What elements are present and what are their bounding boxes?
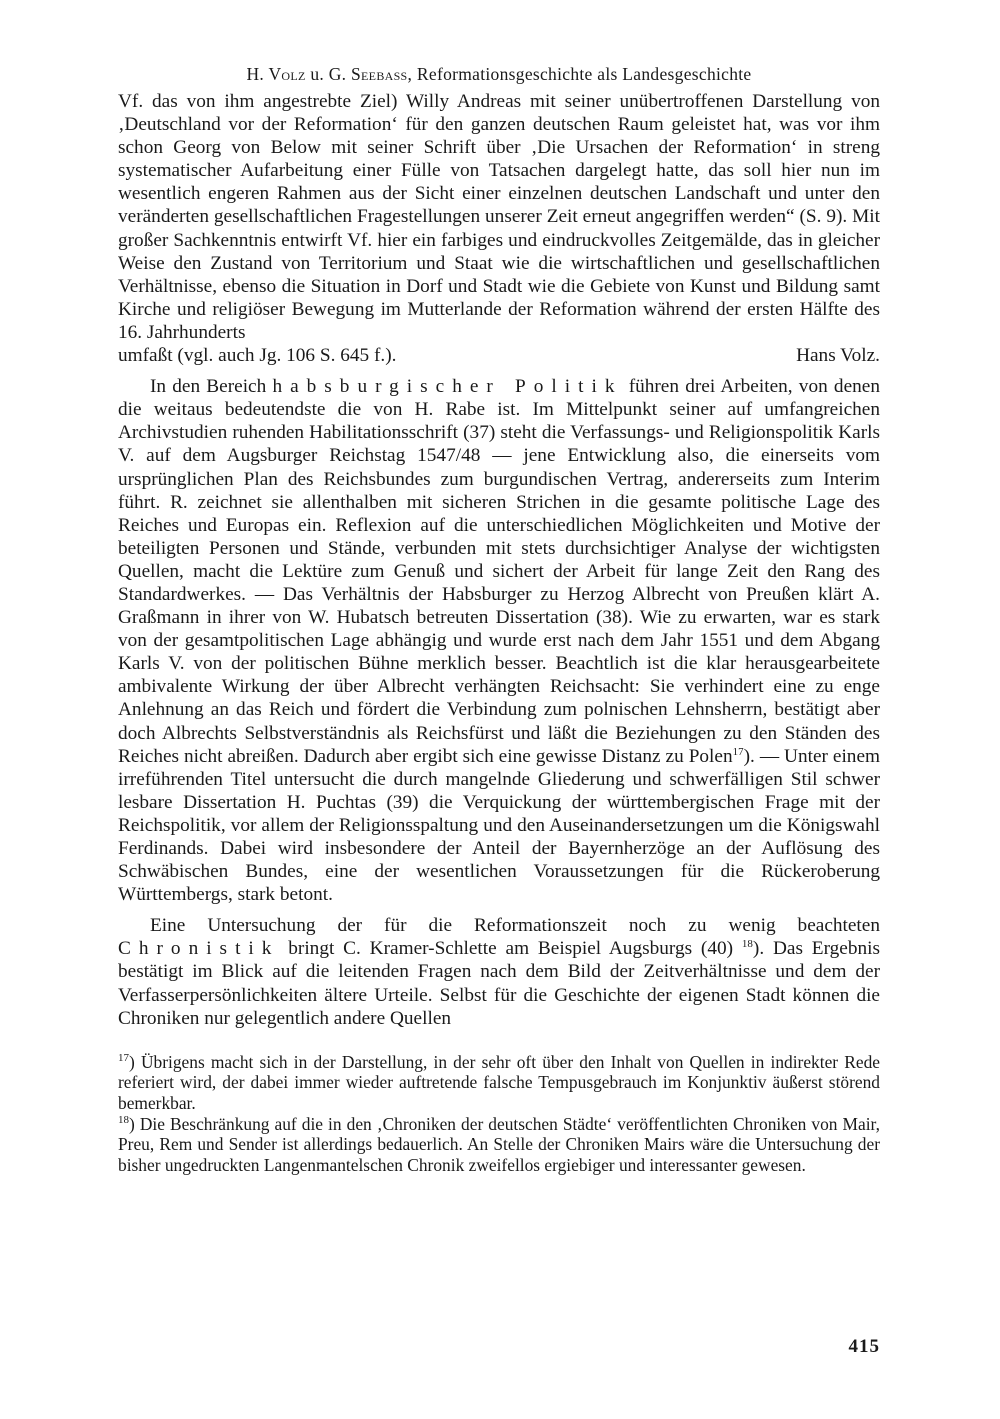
footnote-number: 18 [118, 1113, 129, 1126]
paragraph-2-text-a: führen drei Arbeiten, von denen die weitaus bedeutendste die von H. Rabe ist. Im Mittelpunkt seiner auf umfangreichen Archivstudien ruhenden Habilitationsschrift (37) steht die Verfassungs- und Religionspolitik Karls V. auf dem Augsburger Reichstag 1547/48 — jene Entwicklung also, die einerseits vom ursprünglichen Plan des Reichsbundes zum burgundischen Vertrag, andererseits zum Interim führt. R. zeichnet sie allenthalben mit sicheren Strichen in die gesamte politische Lage des Reiches und Europas ein. Reflexion auf die unterschiedlichen Möglichkeiten und Motive der beteiligten Personen und Stände, verbunden mit stets durchsichtiger Analyse der wichtigsten Quellen, macht die Lektüre zum Genuß und sichert der Arbeit für lange Zeit den Rang des Standardwerkes. — Das Verhältnis der Habsburger zu Herzog Albrecht von Preußen klärt A. Graßmann in ihrer von W. Hubatsch betreuten Dissertation (38). Wie zu erwarten, war es stark von der gesamtpolitischen Lage abhängig und wurde erst nach dem Jahr 1551 und dem Abgang Karls V. von der politischen Bühne merklich besser. Beachtlich ist die klar herausgearbeitete ambivalente Wirkung der über Albrecht verhängten Reichsacht: Sie verhindert eine zu enge Anlehnung an das Reich und fördert die Verbindung zum polnischen Lehnsherrn, bestätigt aber doch Albrechts Selbstverständnis als Reichsfürst und läßt die Beziehungen zu den Ständen des Reiches nicht abreißen. Dadurch aber ergibt sich eine gewisse Distanz zu Polen [118, 376, 880, 767]
paragraph-1 [118, 90, 880, 344]
paragraph-3-text-b: ). Das Ergebnis bestätigt im Blick auf die leitenden Fragen nach dem Bild der Zeitverhältnisse und dem der Verfasserpersönlichkeiten ältere Urteile. Selbst für die Geschichte der eigenen Stadt können die Chroniken nur gelegentlich andere Quellen [118, 938, 880, 1029]
header-author-2: G. Seebass, [328, 64, 413, 84]
paragraph-3-text-a: bringt C. Kramer-Schlette am Beispiel Augsburgs (40) [288, 938, 734, 960]
header-title: Reformationsgeschichte als Landesgeschichte [416, 64, 752, 84]
paragraph-2-text-b: ). — Unter einem irreführenden Titel untersucht die durch mangelnde Gliederung und schwerfälligen Stil schwer lesbare Dissertation H. Puchtas (39) die Verquickung der württembergischen Frage mit der Reichspolitik, vor allem der Religionsspaltung und den Auseinandersetzungen um die Königswahl Ferdinands. Dabei wird insbesondere der Anteil der Bayernherzöge an der Auflösung des Schwäbischen Bundes, eine der wesentlichen Voraussetzungen für die Rückeroberung Württembergs, stark betont. [118, 745, 880, 906]
footnote-ref-17: 17 [732, 745, 744, 758]
paragraph-1-closing: umfaßt (vgl. auch Jg. 106 S. 645 f.). [118, 345, 397, 367]
header-conjunction: u. [310, 64, 325, 84]
footnote-17 [118, 1052, 880, 1114]
footnote-number: 17 [118, 1051, 129, 1064]
page-number: 415 [848, 1336, 880, 1357]
running-head [118, 62, 880, 86]
footnote-18 [118, 1114, 880, 1176]
paragraph-3 [118, 914, 880, 1029]
paragraph-1-text: Vf. das von ihm angestrebte Ziel) Willy Andreas mit seiner unübertroffenen Darstellung von ‚Deutschland vor der Reformation‘ für den ganzen deutschen Raum geleistet hat, was vor ihm schon Georg von Below mit seiner Schrift über ‚Die Ursachen der Reformation‘ in streng systematischer Aufarbeitung einer Fülle von Tatsachen dargelegt hatte, das soll hier nun im wesentlich engeren Rahmen aus der Sicht einer einzelnen deutschen Landschaft und unter den veränderten gesellschaftlichen Fragestellungen unserer Zeit erneut angegriffen werden“ (S. 9). Mit großer Sachkenntnis entwirft Vf. hier ein farbiges und eindruckvolles Zeitgemälde, das in gleicher Weise den Zustand von Territorium und Staat wie die wirtschaftlichen und gesellschaftlichen Verhältnisse, ebenso die Situation in Dorf und Stadt wie die Gebiete von Kunst und Bildung samt Kirche und religiöser Bewegung im Mutterlande der Reformation während der ersten Hälfte des 16. Jahrhunderts [118, 91, 880, 343]
spaced-term-habsburg: habsburgischer Politik [272, 376, 623, 398]
paragraph-2 [118, 375, 880, 906]
body-text [118, 90, 880, 1030]
header-author-1: H. Volz [246, 64, 306, 84]
footnote-ref-18: 18 [741, 938, 753, 951]
page [118, 62, 880, 1175]
paragraph-3-lead: Eine Untersuchung der für die Reformationszeit noch zu wenig beachteten [150, 915, 880, 937]
footnote-text: ) Die Beschränkung auf die in den ‚Chroniken der deutschen Städte‘ veröffentlichten Chroniken von Mair, Preu, Rem und Sender ist allerdings bedauerlich. An Stelle der Chroniken Mairs wäre die Untersuchung der bisher ungedruckten Langenmantelschen Chronik zweifellos ergiebiger und interessanter gewesen. [118, 1113, 880, 1175]
footnotes [118, 1052, 880, 1176]
review-signature: Hans Volz. [796, 345, 880, 367]
spaced-term-chronistik: Chronistik [118, 938, 280, 960]
paragraph-1-last-line [118, 344, 880, 367]
footnote-text: ) Übrigens macht sich in der Darstellung, in der sehr oft über den Inhalt von Quellen in indirekter Rede referiert wird, der dabei immer wieder auftretende falsche Tempusgebrauch im Konjunktiv äußerst störend bemerkbar. [118, 1051, 880, 1113]
paragraph-2-lead: In den Bereich [150, 376, 267, 398]
